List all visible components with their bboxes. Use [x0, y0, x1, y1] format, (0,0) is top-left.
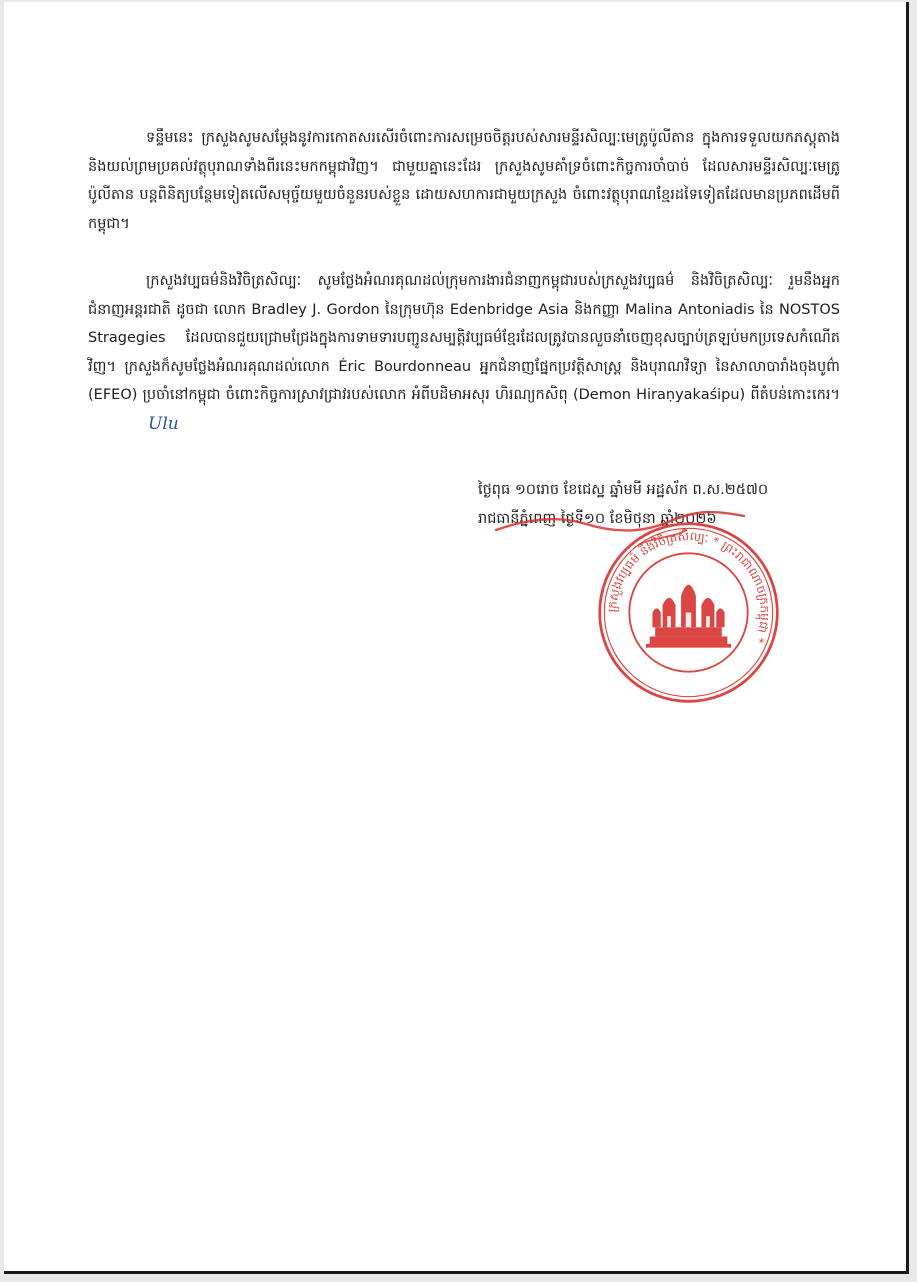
seal-ring-text: ក្រសួងវប្បធម៌ និងវិចិត្រសិល្បៈ * ព្រះរាជាណាចក្រកម្ពុជា *	[605, 528, 772, 646]
letter-page	[4, 2, 909, 1274]
paragraph-appreciation: ទន្ទឹមនេះ ក្រសួងសូមសម្តែងនូវការកោតសរសើរចំពោះការសម្រេចចិត្តរបស់សារមន្ទីរសិល្បៈមេត្រូប៉ូលីតាន ក្នុងការទទួលយកភស្តុតាង និងយល់ព្រមប្រគល់វត្ថុបុរាណទាំងពីរនេះមកកម្ពុជាវិញ។ ជាមួយគ្នានេះដែរ ក្រសួងសូមគាំទ្រចំពោះកិច្ចការចាំបាច់ ដែលសារមន្ទីរសិល្បៈមេត្រូប៉ូលីតាន បន្តពិនិត្យបន្ថែមទៀតលើសមុច្ច័យមួយចំនួនរបស់ខ្លួន ដោយសហការជាមួយក្រសួង ចំពោះវត្ថុបុរាណខ្មែរដទៃទៀតដែលមានប្រភពដើមពីកម្ពុជា។	[88, 130, 840, 232]
ministry-seal	[596, 520, 781, 705]
paragraph-acknowledgement-text: ក្រសួងវប្បធម៌និងវិចិត្រសិល្បៈ សូមថ្លែងអំណរគុណដល់ក្រុមការងារជំនាញកម្ពុជារបស់ក្រសួងវប្បធម៌ និងវិចិត្រសិល្បៈ រួមនឹងអ្នកជំនាញអន្តរជាតិ ដូចជា លោក Bradley J. Gordon នៃក្រុមហ៊ុន Edenbridge Asia និងកញ្ញា Malina Antoniadis នៃ NOSTOS Stragegies ដែលបានជួយជ្រោមជ្រែងក្នុងការទាមទារបញ្ជូនសម្បត្តិវប្បធម៌ខ្មែរដែលត្រូវបានលួចនាំចេញខុសច្បាប់ត្រឡប់មកប្រទេសកំណើតវិញ។ ក្រសួងក៏សូមថ្លែងអំណរគុណដល់លោក Éric Bourdonneau អ្នកជំនាញផ្នែកប្រវត្តិសាស្ត្រ និងបុរាណវិទ្យា នៃសាលាបារាំងចុងបូព៌ា (EFEO) ប្រចាំនៅកម្ពុជា ចំពោះកិច្ចការស្រាវជ្រាវរបស់លោក អំពីបដិមាអសុរ ហិរណ្យកសិពុ (Demon Hiraṇyakaśipu) ពីតំបន់កោះកេរ។	[88, 273, 840, 404]
lunar-date-line: ថ្ងៃពុធ ១០រោច ខែជេស្ឋ ឆ្នាំមមី អដ្ឋស័ក ព.ស.២៥៧០	[478, 482, 769, 498]
paragraph-acknowledgement	[88, 267, 840, 440]
place-date-line: រាជធានីភ្នំពេញ ថ្ងៃទី១០ ខែមិថុនា ឆ្នាំ២០២៦	[478, 511, 717, 527]
handwritten-initials: Ulu	[148, 413, 179, 434]
